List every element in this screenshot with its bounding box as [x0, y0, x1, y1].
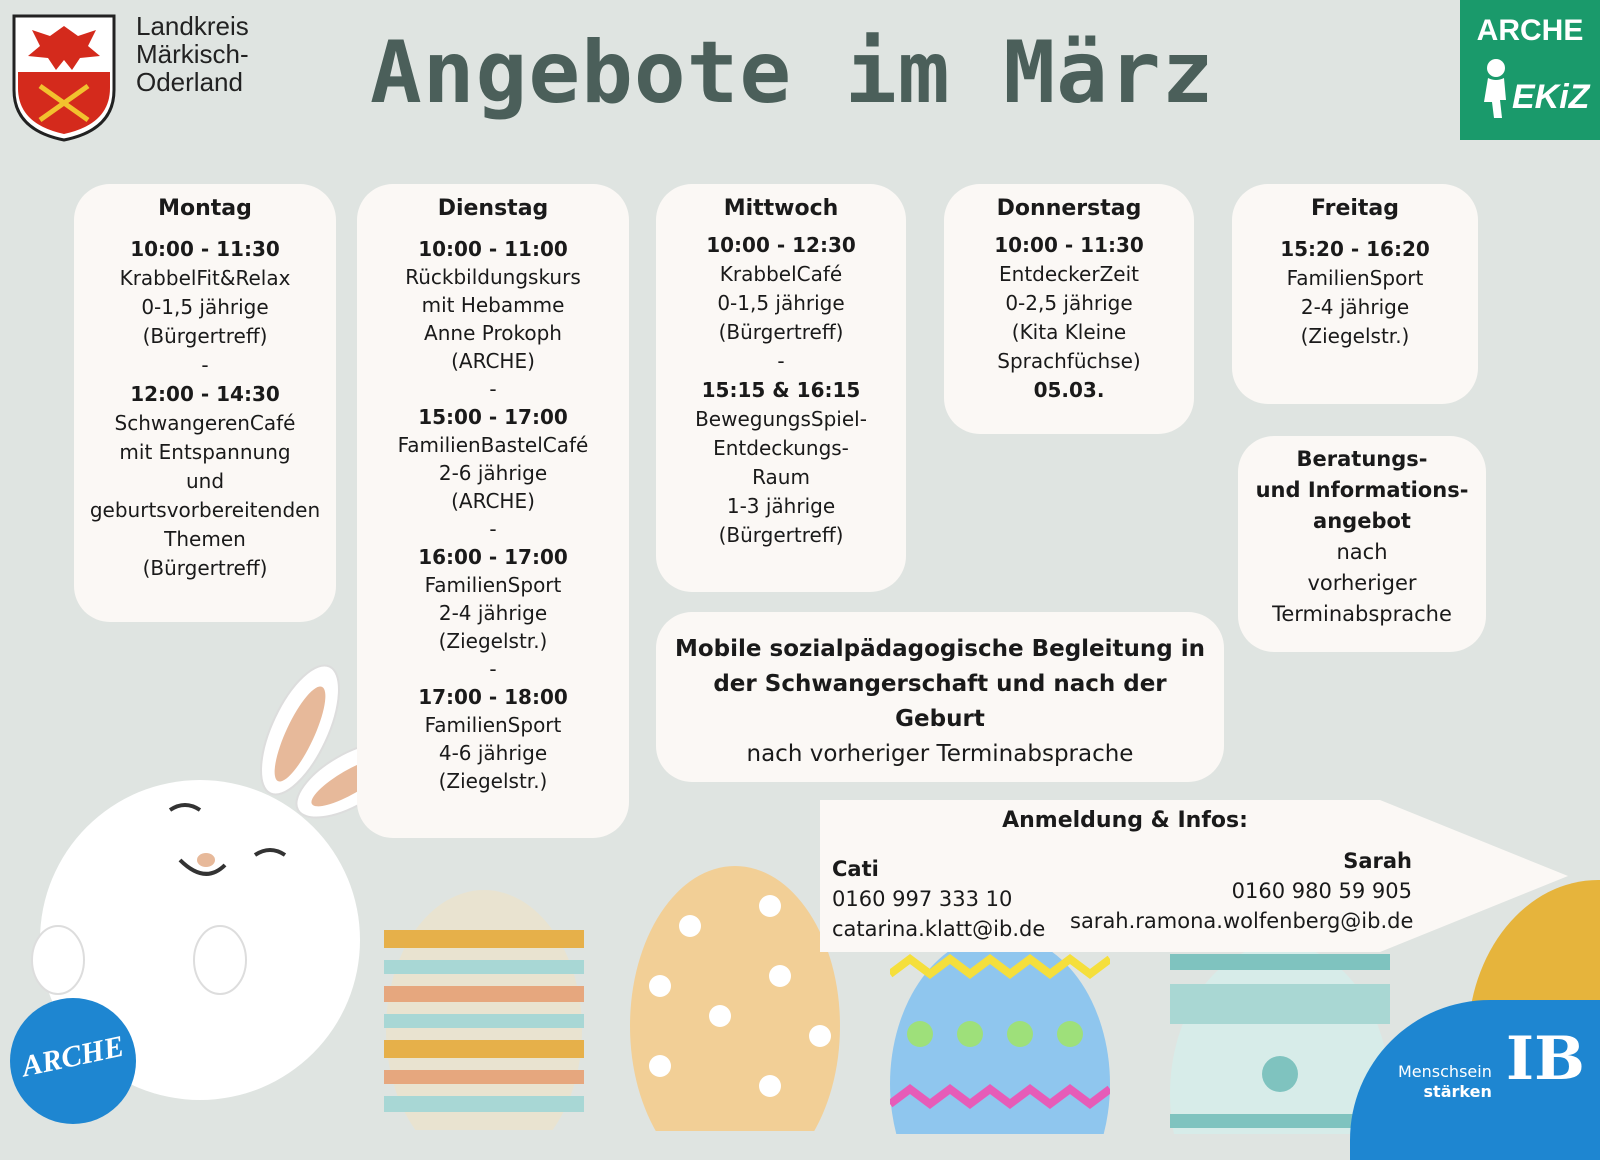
schedule-line: 10:00 - 11:30: [994, 233, 1144, 257]
schedule-line: (Ziegelstr.): [438, 769, 548, 793]
beratung-card: [1238, 436, 1486, 652]
schedule-line: Rückbildungskurs: [405, 265, 581, 289]
schedule-line: 15:20 - 16:20: [1280, 237, 1430, 261]
schedule-line: vorheriger: [1307, 571, 1417, 595]
schedule-line: FamilienSport: [424, 573, 562, 597]
schedule-line: (Bürgertreff): [718, 523, 844, 547]
page-title: Angebote im März: [370, 23, 1215, 123]
arche-circle-text: ARCHE: [18, 1029, 127, 1084]
contact-sarah: [1070, 846, 1412, 936]
day-card-dienstag: [357, 184, 629, 838]
easter-egg-flowers: [630, 866, 840, 1131]
schedule-line: 12:00 - 14:30: [130, 382, 280, 406]
arche-circle-logo: [10, 998, 136, 1124]
schedule-line: nach: [1336, 540, 1388, 564]
day-title: Dienstag: [437, 196, 549, 221]
schedule-line: -: [777, 349, 785, 373]
schedule-line: 2-4 jährige: [1300, 295, 1410, 319]
landkreis-name: [136, 12, 249, 96]
schedule-line: 2-4 jährige: [438, 601, 548, 625]
schedule-line: mit Entspannung: [119, 440, 291, 464]
schedule-line: SchwangerenCafé: [114, 411, 296, 435]
schedule-line: Entdeckungs-: [713, 436, 849, 460]
schedule-line: Terminabsprache: [1272, 602, 1452, 626]
landkreis-line-2: Märkisch-: [136, 39, 249, 69]
ib-slogan: [1398, 1062, 1492, 1102]
schedule-line: 05.03.: [1033, 378, 1105, 402]
schedule-line: Anne Prokoph: [424, 321, 562, 345]
day-lines: [662, 231, 900, 550]
schedule-line: mit Hebamme: [421, 293, 565, 317]
ib-slogan-line-2: stärken: [1423, 1082, 1492, 1101]
schedule-line: FamilienSport: [1286, 266, 1424, 290]
contact-cati: [832, 854, 1045, 944]
contact-phone: 0160 980 59 905: [1231, 879, 1412, 903]
schedule-line: BewegungsSpiel-: [695, 407, 867, 431]
landkreis-line-1: Landkreis: [136, 11, 249, 41]
schedule-line: Themen: [164, 527, 246, 551]
day-title: Mittwoch: [723, 196, 839, 221]
schedule-line: FamilienBastelCafé: [397, 433, 589, 457]
child-silhouette-icon: [1476, 56, 1512, 120]
contact-phone: 0160 997 333 10: [832, 887, 1013, 911]
day-card-montag: [74, 184, 336, 622]
mobile-heading: Mobile sozialpädagogische Begleitung in der Schwangerschaft und nach der Geburt: [674, 636, 1205, 732]
schedule-line: (Kita Kleine: [1011, 320, 1127, 344]
arche-ekiz-logo: [1460, 0, 1600, 140]
schedule-line: (ARCHE): [451, 349, 535, 373]
schedule-line: 0-2,5 jährige: [1005, 291, 1133, 315]
schedule-line: Raum: [752, 465, 810, 489]
day-lines: [363, 235, 623, 795]
schedule-line: -: [489, 377, 497, 401]
day-lines: [950, 231, 1188, 405]
easter-egg-zigzag: [890, 934, 1110, 1134]
schedule-line: 0-1,5 jährige: [141, 295, 269, 319]
arche-logo-bottom: EKiZ: [1512, 78, 1590, 116]
day-card-mittwoch: [656, 184, 906, 592]
schedule-line: (Ziegelstr.): [438, 629, 548, 653]
easter-egg-striped: [384, 890, 584, 1130]
mobile-support-card: [656, 612, 1224, 782]
schedule-line: FamilienSport: [424, 713, 562, 737]
ib-slogan-line-1: Menschsein: [1398, 1062, 1492, 1081]
schedule-line: 2-6 jährige: [438, 461, 548, 485]
contact-title: Anmeldung & Infos:: [1002, 808, 1248, 833]
schedule-line: geburtsvorbereitenden: [89, 498, 321, 522]
contact-email[interactable]: sarah.ramona.wolfenberg@ib.de: [1070, 909, 1414, 933]
schedule-line: 4-6 jährige: [438, 741, 548, 765]
schedule-line: KrabbelCafé: [719, 262, 843, 286]
schedule-line: KrabbelFit&Relax: [119, 266, 291, 290]
day-title: Montag: [158, 196, 252, 221]
schedule-line: 10:00 - 11:00: [418, 237, 568, 261]
day-title: Donnerstag: [996, 196, 1142, 221]
schedule-line: und Informations-: [1255, 478, 1469, 502]
schedule-line: Sprachfüchse): [997, 349, 1141, 373]
landkreis-coat-of-arms: [10, 12, 118, 142]
mobile-sub: nach vorheriger Terminabsprache: [746, 741, 1134, 767]
schedule-line: und: [185, 469, 225, 493]
schedule-line: 0-1,5 jährige: [717, 291, 845, 315]
schedule-line: 16:00 - 17:00: [418, 545, 568, 569]
schedule-line: Beratungs-: [1296, 447, 1428, 471]
day-card-donnerstag: [944, 184, 1194, 434]
schedule-line: 10:00 - 11:30: [130, 237, 280, 261]
schedule-line: 15:15 & 16:15: [701, 378, 861, 402]
day-lines: [1238, 235, 1472, 351]
schedule-line: (Bürgertreff): [142, 324, 268, 348]
schedule-line: 1-3 jährige: [726, 494, 836, 518]
landkreis-line-3: Oderland: [136, 67, 243, 97]
day-lines: [80, 235, 330, 583]
schedule-line: 10:00 - 12:30: [706, 233, 856, 257]
day-title: Freitag: [1310, 196, 1400, 221]
contact-name: Sarah: [1343, 849, 1412, 873]
schedule-line: -: [489, 517, 497, 541]
schedule-line: (Bürgertreff): [142, 556, 268, 580]
schedule-line: 17:00 - 18:00: [418, 685, 568, 709]
arche-logo-top: ARCHE: [1476, 14, 1584, 47]
contact-email[interactable]: catarina.klatt@ib.de: [832, 917, 1046, 941]
schedule-line: -: [201, 353, 209, 377]
schedule-line: 15:00 - 17:00: [418, 405, 568, 429]
schedule-line: angebot: [1313, 509, 1411, 533]
schedule-line: EntdeckerZeit: [999, 262, 1139, 286]
schedule-line: -: [489, 657, 497, 681]
schedule-line: (Ziegelstr.): [1300, 324, 1410, 348]
contact-name: Cati: [832, 857, 879, 881]
schedule-line: (Bürgertreff): [718, 320, 844, 344]
schedule-line: (ARCHE): [451, 489, 535, 513]
beratung-lines: [1244, 444, 1480, 630]
ib-logo: IB: [1506, 1024, 1585, 1094]
day-card-freitag: [1232, 184, 1478, 404]
